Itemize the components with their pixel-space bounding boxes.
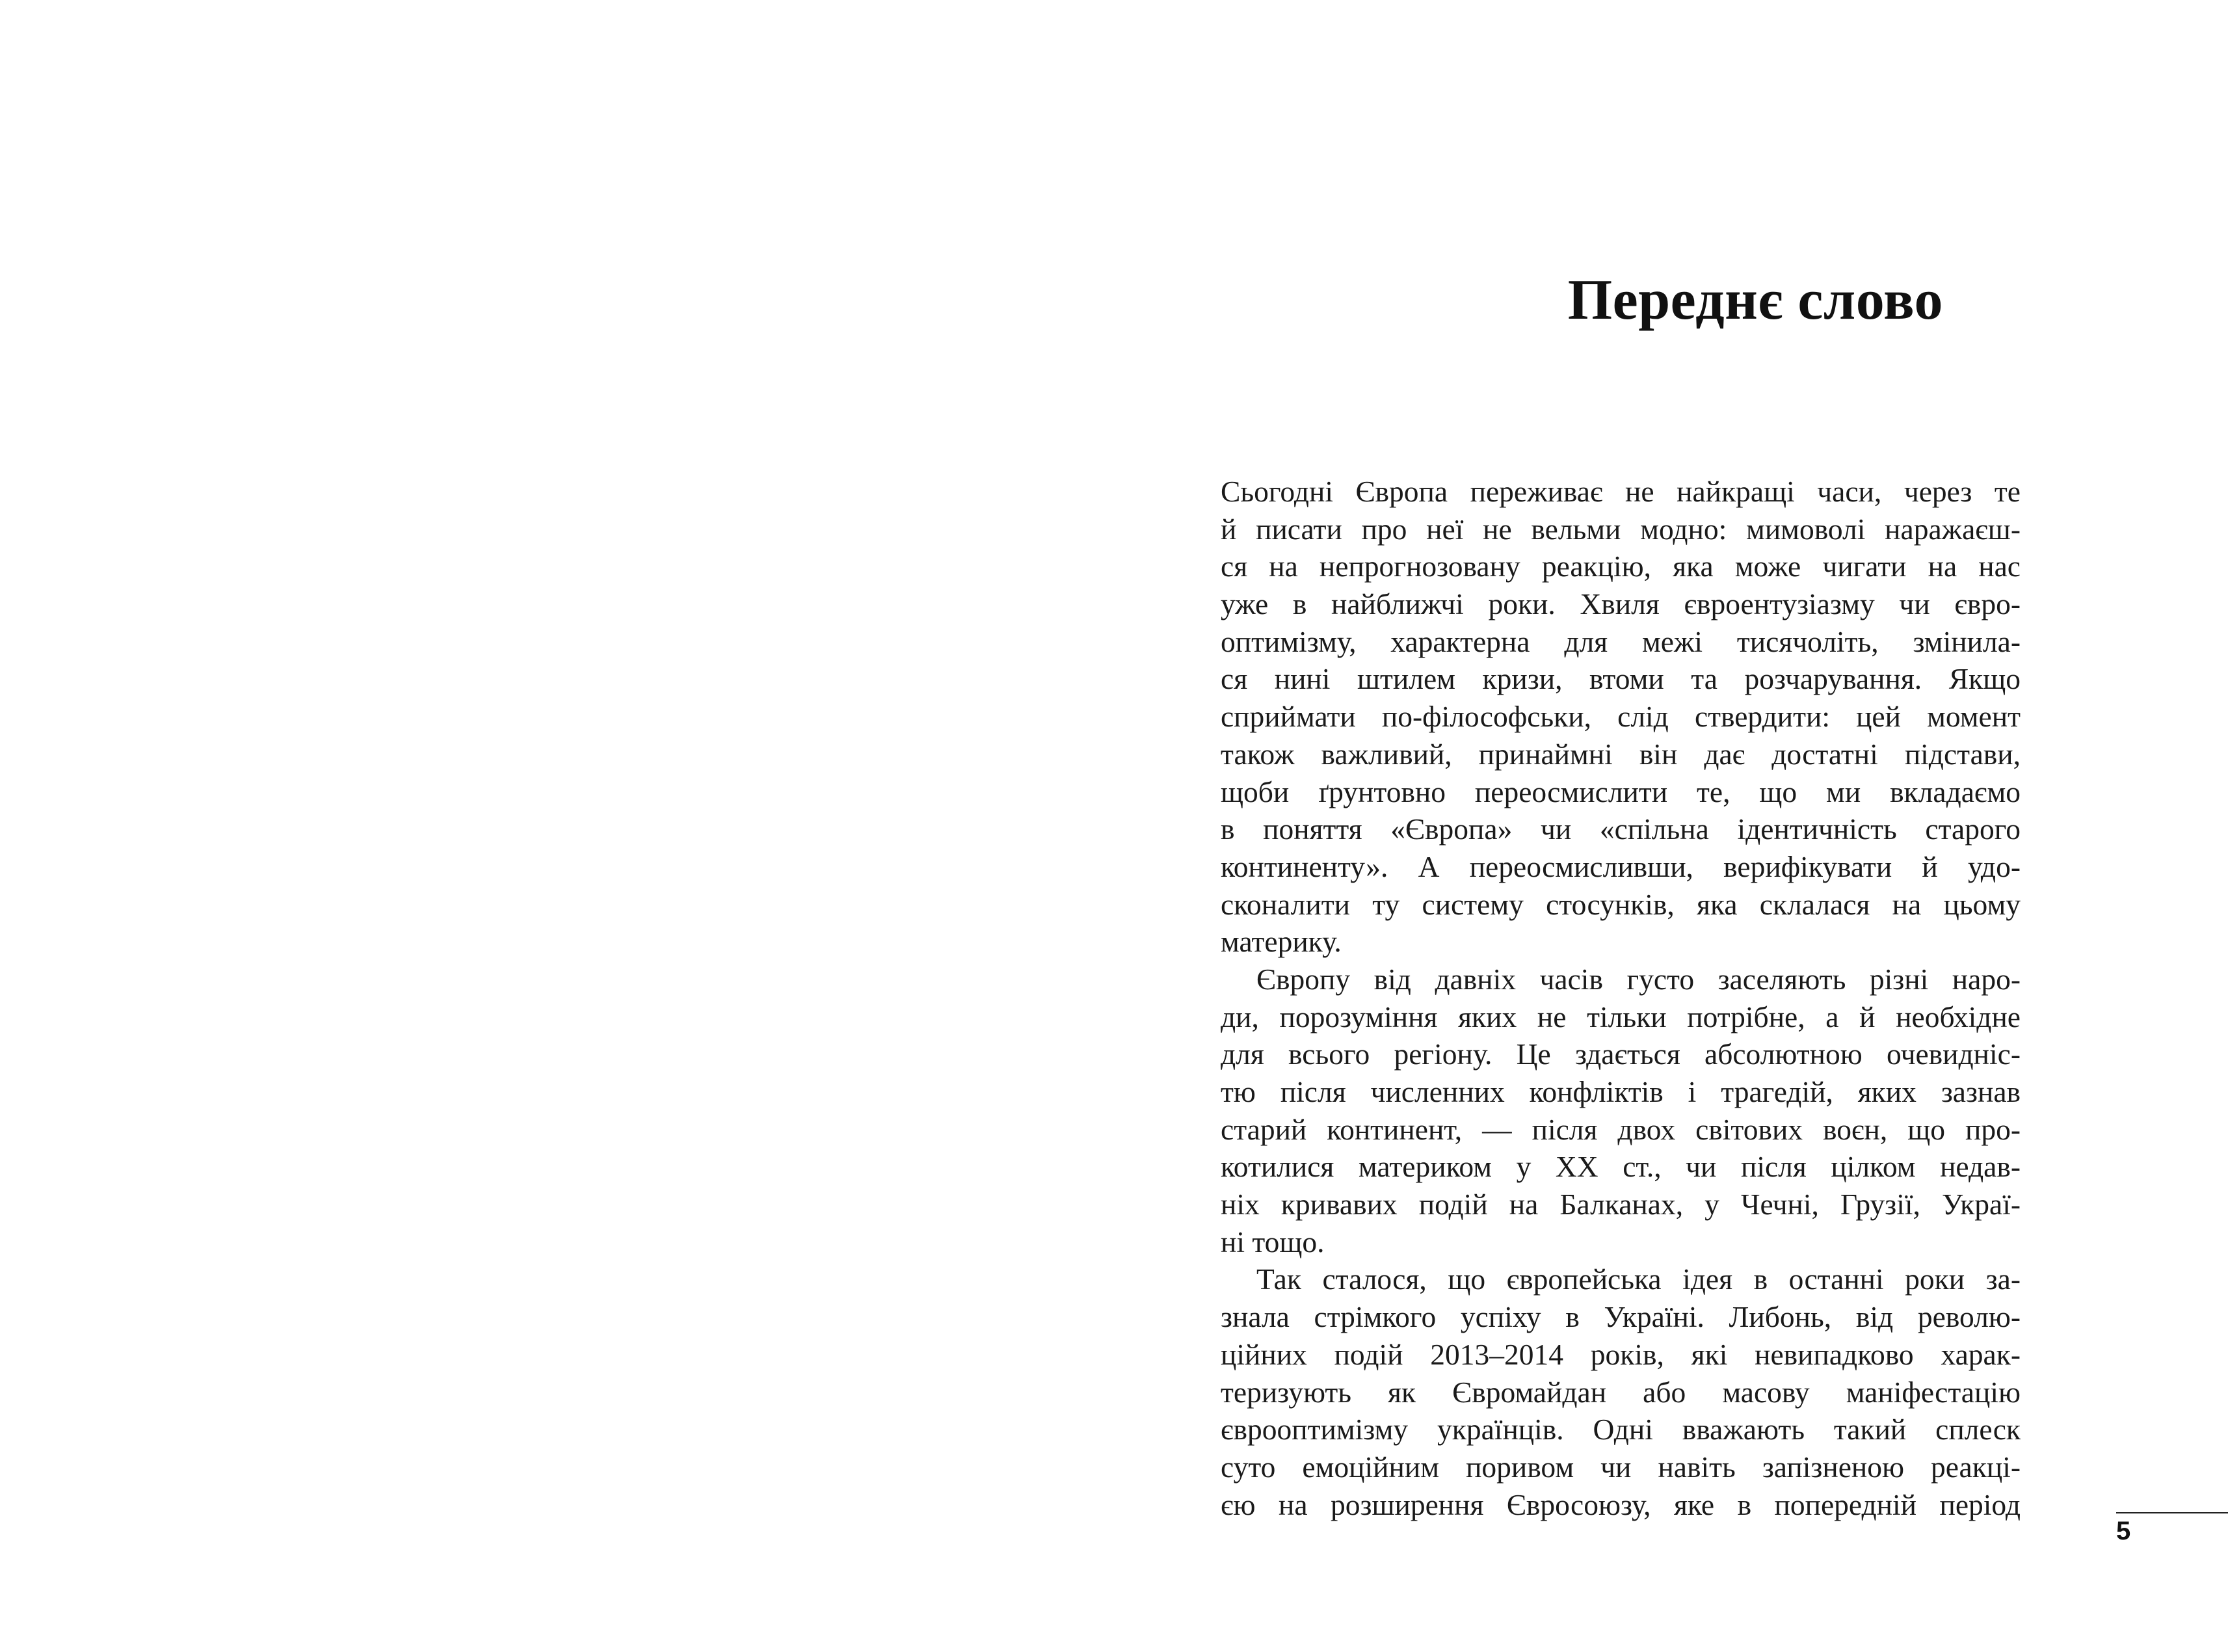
right-page	[1114, 0, 2228, 1652]
text-line: ні тощо.	[1221, 1225, 1325, 1259]
text-line: суто емоційним поривом чи навіть запізненою реакці-	[1221, 1450, 2021, 1484]
chapter-title: Переднє слово	[1567, 269, 1943, 332]
text-line: старий континент, — після двох світових воєн, що про-	[1221, 1112, 2021, 1146]
text-line: сконалити ту систему стосунків, яка склалася на цьому	[1221, 887, 2021, 921]
text-line: ся нині штилем кризи, втоми та розчарування. Якщо	[1221, 662, 2021, 696]
text-line: в поняття «Європа» чи «спільна ідентичність старого	[1221, 812, 2021, 846]
text-line: також важливий, принаймні він дає достатні підстави,	[1221, 737, 2021, 771]
text-line: континенту». А переосмисливши, верифікувати й удо-	[1221, 849, 2021, 883]
text-line: єврооптимізму українців. Одні вважають такий сплеск	[1221, 1413, 2021, 1446]
text-line: ніх кривавих подій на Балканах, у Чечні, Грузії, Украї-	[1221, 1188, 2021, 1221]
text-line: ди, порозуміння яких не тільки потрібне, а й необхідне	[1221, 1000, 2021, 1033]
text-line: єю на розширення Євросоюзу, яке в попередній період	[1221, 1487, 2021, 1521]
text-line: для всього регіону. Це здається абсолютною очевидніс-	[1221, 1037, 2021, 1071]
page-number: 5	[2116, 1517, 2131, 1545]
text-line: котилися материком у ХХ ст., чи після цілком недав-	[1221, 1150, 2021, 1184]
text-line: тю після численних конфліктів і трагедій, яких зазнав	[1221, 1075, 2021, 1108]
text-line: сприймати по-філософськи, слід ствердити: цей момент	[1221, 700, 2021, 734]
text-line: знала стрімкого успіху в Україні. Либонь, від револю-	[1221, 1300, 2021, 1334]
text-line: уже в найближчі роки. Хвиля євроентузіазму чи євро-	[1221, 587, 2021, 621]
folio-rule	[2116, 1512, 2228, 1513]
text-line: теризують як Євромайдан або масову маніфестацію	[1221, 1375, 2021, 1409]
body-text	[1221, 473, 2021, 1523]
text-line: оптимізму, характерна для межі тисячоліть, змінила-	[1221, 624, 2021, 658]
text-line: ся на непрогнозовану реакцію, яка може чигати на нас	[1221, 550, 2021, 583]
text-line: Сьогодні Європа переживає не найкращі часи, через те	[1221, 475, 2021, 508]
text-line: Європу від давніх часів густо заселяють різні наро-	[1256, 962, 2021, 996]
text-line: ційних подій 2013–2014 років, які невипадково харак-	[1221, 1337, 2021, 1371]
text-line: Так сталося, що європейська ідея в останні роки за-	[1256, 1262, 2021, 1296]
text-line: материку.	[1221, 925, 1342, 959]
text-line: щоби ґрунтовно переосмислити те, що ми вкладаємо	[1221, 775, 2021, 808]
text-line: й писати про неї не вельми модно: мимоволі наражаєш-	[1221, 512, 2021, 546]
